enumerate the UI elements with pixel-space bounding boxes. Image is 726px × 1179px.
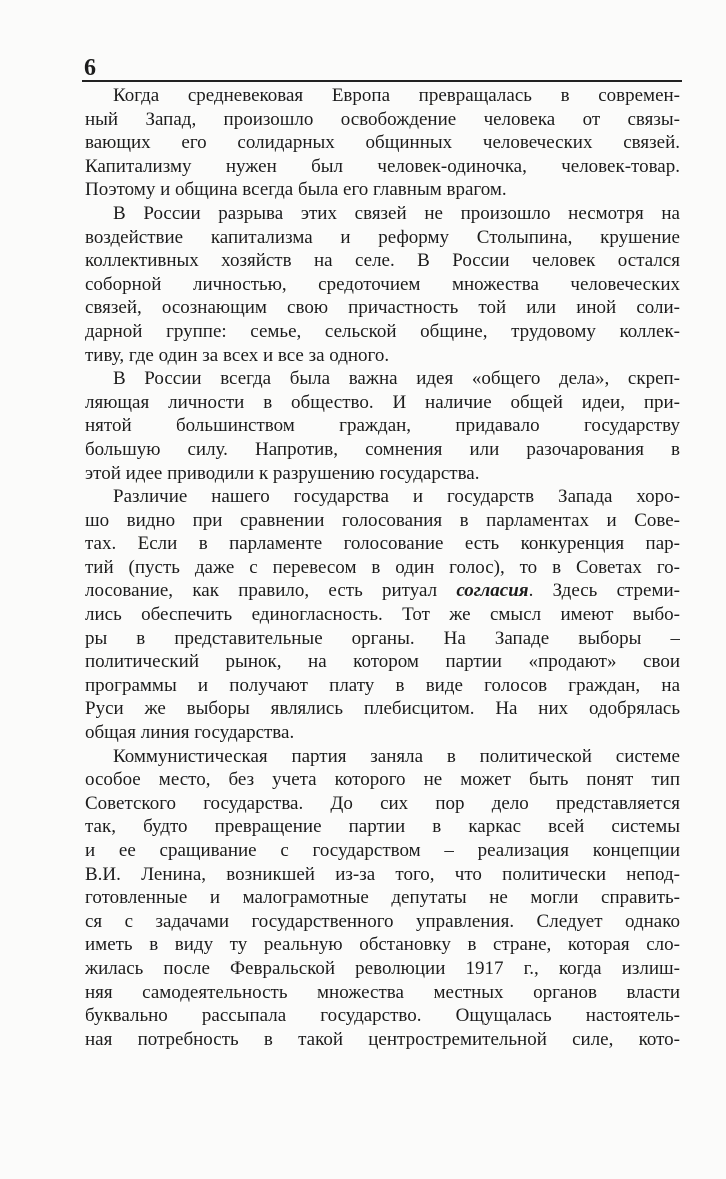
text-line: В.И. Ленина, возникшей из-за того, что политически непод- — [85, 863, 680, 885]
emphasis-word: согласия — [456, 580, 529, 602]
text-line: Когда средневековая Европа превращалась в современ- — [113, 85, 680, 106]
page-number: 6 — [84, 55, 96, 81]
text-line: буквально рассыпала государство. Ощущалась настоятель- — [85, 1005, 680, 1027]
text-line: Коммунистическая партия заняла в политической системе — [113, 745, 680, 767]
text-run: . Здесь стреми- — [528, 580, 680, 602]
text-line: В России разрыва этих связей не произошло несмотря на — [113, 202, 680, 224]
text-line: иметь в виду ту реальную обстановку в стране, которая сло- — [85, 934, 680, 956]
text-line: няя самодеятельность множества местных органов власти — [85, 981, 680, 1003]
text-line: ная потребность в такой центростремительной силе, кото- — [85, 1028, 680, 1050]
text-line: общая линия государства. — [85, 722, 295, 744]
text-line: Различие нашего государства и государств Запада хоро- — [113, 486, 680, 508]
text-line: готовленные и малограмотные депутаты не могли справить- — [85, 887, 680, 909]
text-line: программы и получают плату в виде голосов граждан, на — [85, 674, 680, 696]
text-line: Поэтому и община всегда была его главным врагом. — [85, 179, 507, 201]
text-line: ры в представительные органы. На Западе выборы – — [85, 627, 680, 649]
body-text — [85, 84, 680, 1051]
paragraph — [85, 745, 680, 1052]
text-line: тах. Если в парламенте голосование есть конкуренция пар- — [85, 533, 680, 555]
text-line: дарной группе: семье, сельской общине, трудовому коллек- — [85, 320, 680, 342]
text-line: этой идее приводили к разрушению государства. — [85, 462, 480, 484]
paragraph — [85, 367, 680, 485]
text-line: так, будто превращение партии в каркас всей системы — [85, 816, 680, 838]
text-line: особое место, без учета которого не может быть понят тип — [85, 769, 680, 791]
text-line: соборной личностью, средоточием множества человеческих — [85, 273, 680, 295]
header-rule — [82, 80, 682, 82]
text-line — [85, 579, 680, 603]
text-line: Руси же выборы являлись плебисцитом. На них одобрялась — [85, 698, 680, 720]
text-line: коллективных хозяйств на селе. В России человек остался — [85, 250, 680, 272]
text-run: лосование, как правило, есть ритуал — [85, 580, 457, 602]
paragraph — [85, 202, 680, 367]
text-line: ный Запад, произошло освобождение человека от связы- — [85, 108, 680, 130]
text-line: ся с задачами государственного управления. Следует однако — [85, 910, 680, 932]
text-line: нятой большинством граждан, придавало государству — [85, 415, 680, 437]
text-line: лись обеспечить единогласность. Тот же смысл имеют выбо- — [85, 604, 680, 626]
text-line: связей, осознающим свою причастность той или иной соли- — [85, 297, 680, 319]
text-line: В России всегда была важна идея «общего дела», скреп- — [113, 368, 680, 390]
text-line: политический рынок, на котором партии «продают» свои — [85, 651, 680, 673]
text-line: воздействие капитализма и реформу Столыпина, крушение — [85, 226, 680, 248]
paragraph — [85, 485, 680, 745]
text-line: Советского государства. До сих пор дело представляется — [85, 792, 680, 814]
text-line: вающих его солидарных общинных человеческих связей. — [85, 132, 680, 154]
text-line: жилась после Февральской революции 1917 г., когда излиш- — [85, 957, 680, 979]
text-line: ляющая личности в общество. И наличие общей идеи, при- — [85, 391, 680, 413]
text-line: тиву, где один за всех и все за одного. — [85, 344, 390, 366]
text-line: Капитализму нужен был человек-одиночка, человек-товар. — [85, 155, 680, 177]
text-line: большую силу. Напротив, сомнения или разочарования в — [85, 438, 680, 460]
paragraph — [85, 84, 680, 202]
text-line: тий (пусть даже с перевесом в один голос), то в Советах го- — [85, 556, 680, 578]
text-line: и ее сращивание с государством – реализация концепции — [85, 840, 680, 861]
text-line: шо видно при сравнении голосования в парламентах и Сове- — [85, 509, 680, 531]
